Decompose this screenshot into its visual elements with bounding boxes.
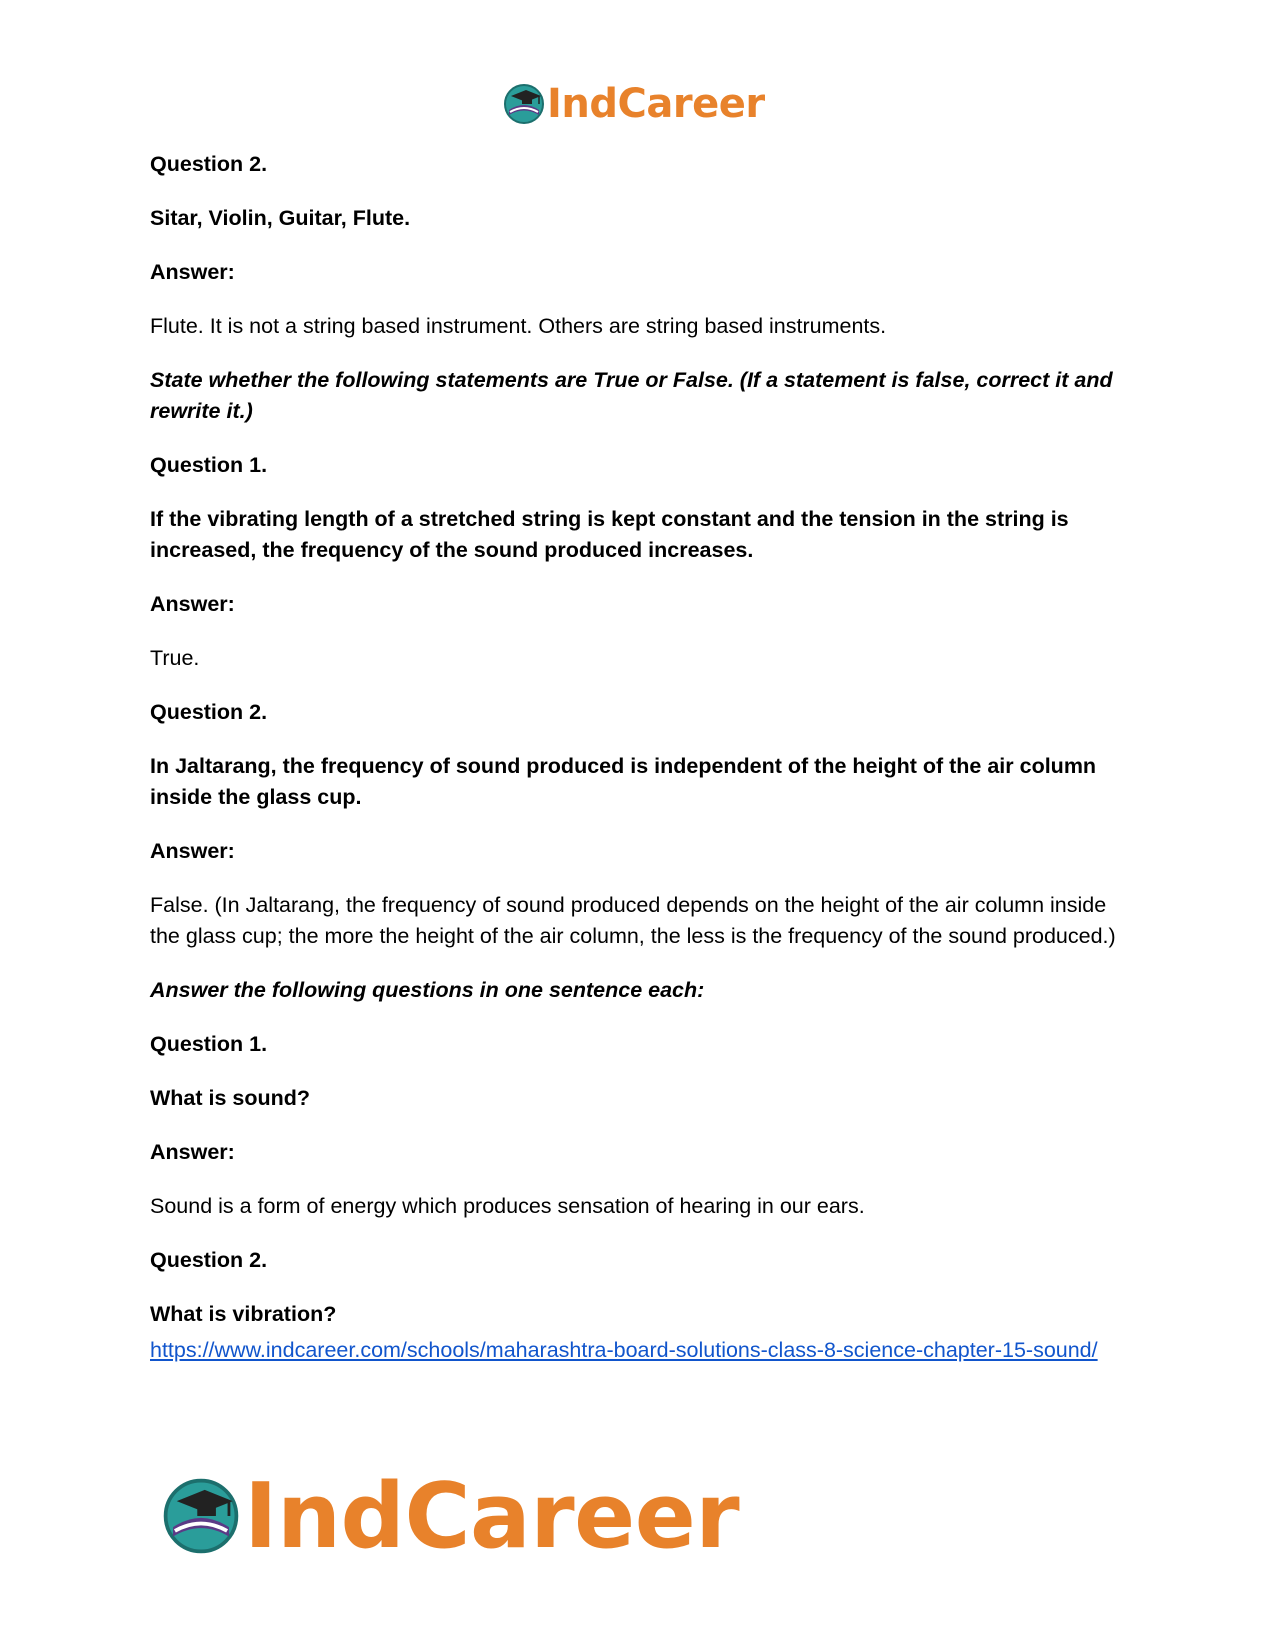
section-instruction: Answer the following questions in one sentence each: — [150, 978, 705, 1002]
graduation-cap-book-globe-icon — [502, 82, 546, 126]
graduation-cap-book-globe-icon — [160, 1475, 242, 1557]
question-text: Sitar, Violin, Guitar, Flute. — [150, 206, 411, 230]
question-label: Question 2. — [150, 152, 268, 176]
question-label: Question 2. — [150, 700, 268, 724]
question-text: What is sound? — [150, 1086, 311, 1110]
section-instruction: State whether the following statements are True or False. (If a statement is false, correct it and rewrite it.) — [150, 368, 1113, 423]
question-label: Question 2. — [150, 1248, 268, 1272]
question-text: If the vibrating length of a stretched string is kept constant and the tension in the string is increased, the frequency of the sound produced increases. — [150, 507, 1069, 562]
document-body — [150, 149, 1130, 1368]
header-logo — [502, 78, 765, 130]
answer-label: Answer: — [150, 592, 235, 616]
answer-text: True. — [150, 646, 200, 670]
logo-text: IndCareer — [547, 81, 765, 127]
answer-label: Answer: — [150, 839, 235, 863]
answer-label: Answer: — [150, 1140, 235, 1164]
question-label: Question 1. — [150, 453, 268, 477]
answer-text: Flute. It is not a string based instrument. Others are string based instruments. — [150, 314, 887, 338]
footer-logo — [160, 1463, 740, 1569]
answer-text: Sound is a form of energy which produces sensation of hearing in our ears. — [150, 1194, 865, 1218]
answer-text: False. (In Jaltarang, the frequency of sound produced depends on the height of the air column inside the glass cup; the more the height of the air column, the less is the frequency of the sound produced.) — [150, 893, 1116, 948]
question-text: In Jaltarang, the frequency of sound produced is independent of the height of the air column inside the glass cup. — [150, 754, 1097, 809]
question-label: Question 1. — [150, 1032, 268, 1056]
source-link[interactable]: https://www.indcareer.com/schools/maharashtra-board-solutions-class-8-science-chapter-15-sound/ — [150, 1338, 1098, 1362]
answer-label: Answer: — [150, 260, 235, 284]
question-text: What is vibration? — [150, 1302, 337, 1326]
logo-text: IndCareer — [244, 1463, 740, 1569]
